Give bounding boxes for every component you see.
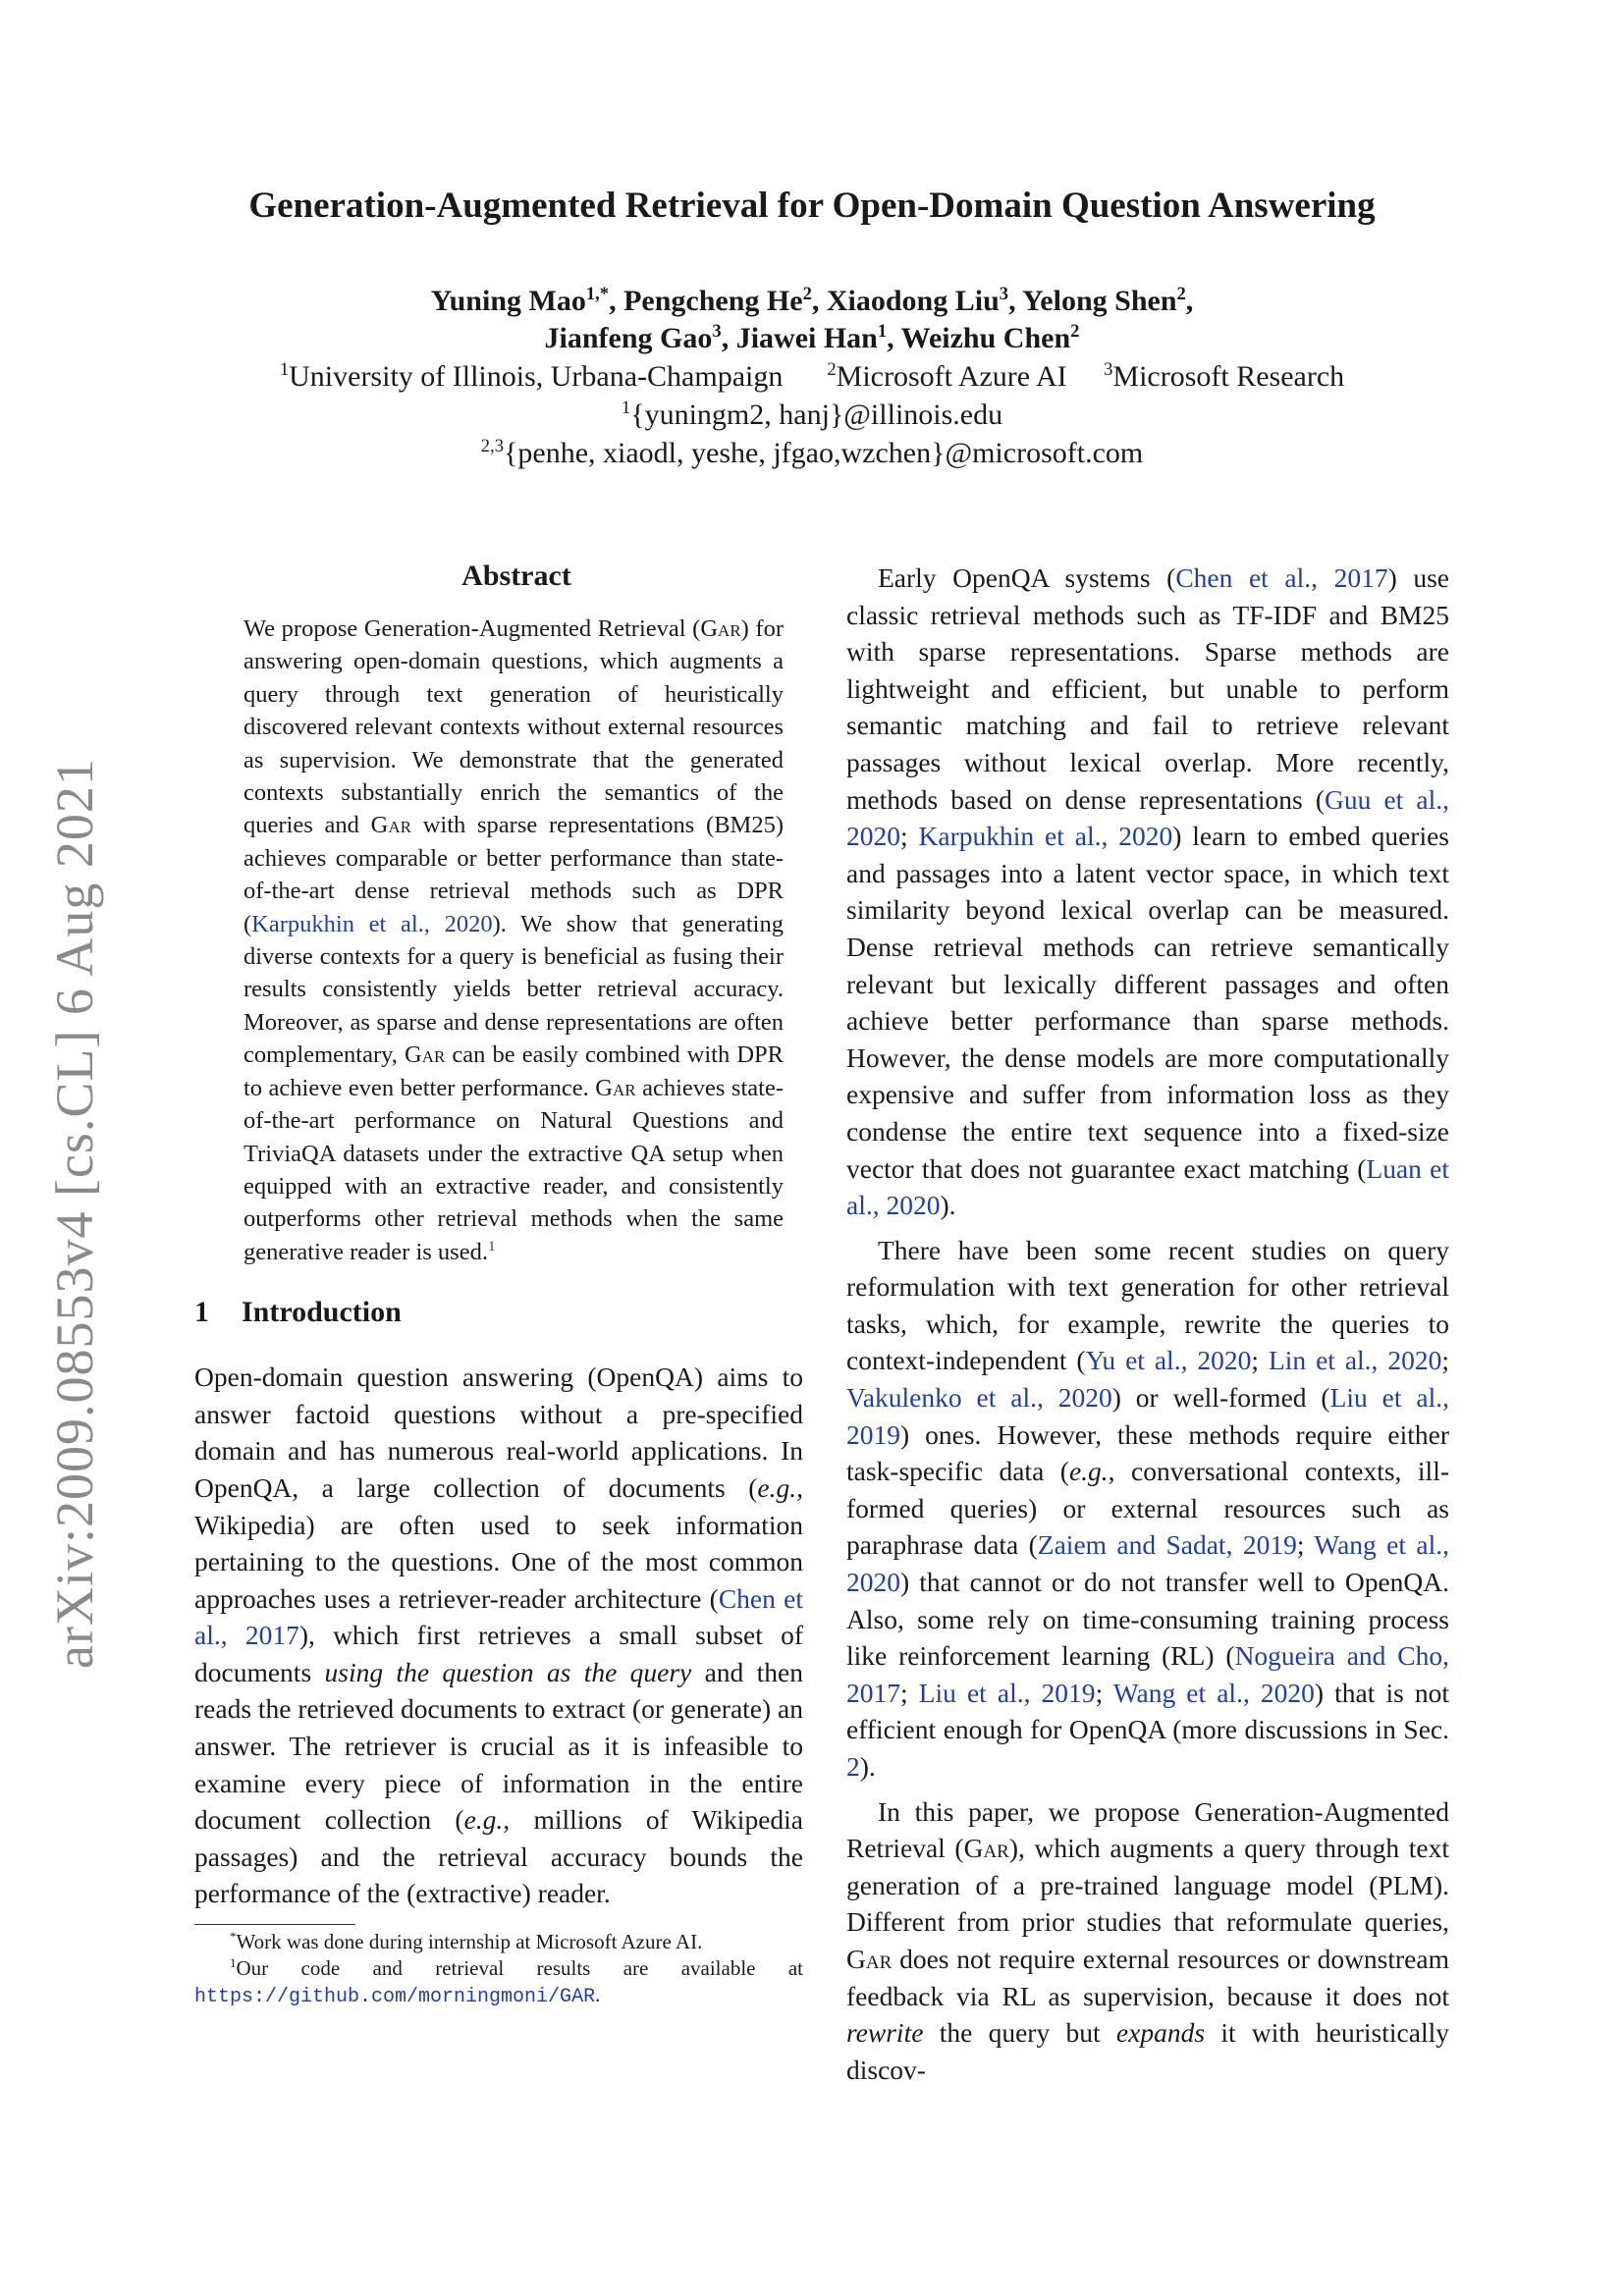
section-link[interactable]: 2 — [846, 1751, 860, 1782]
email-line: $^1${yuningm2, hanj}@illinois.edu — [621, 398, 1003, 431]
citation-link[interactable]: Guu et al., 2020 — [846, 783, 1449, 852]
left-column — [194, 560, 803, 2010]
citation-link[interactable]: Vakulenko et al., 2020 — [846, 1382, 1112, 1414]
author-mark: 1,* — [585, 284, 610, 304]
citation-link[interactable]: Wang et al., 2020 — [1112, 1677, 1315, 1708]
citation-link[interactable]: Liu et al., 2019 — [846, 1382, 1449, 1450]
author-mark: 1 — [877, 321, 888, 342]
author-name: Jiawei Han — [735, 322, 878, 354]
affiliation: Microsoft Research — [1112, 360, 1345, 393]
author-mark: 2 — [1176, 284, 1186, 304]
author-mark: 3 — [712, 321, 722, 342]
citation-link[interactable]: Wang et al., 2020 — [846, 1529, 1449, 1598]
author-name: Yuning Mao — [430, 285, 586, 317]
intro-paragraph: Early OpenQA systems (Chen et al., 2017) use classic retrieval methods such as TF-IDF and BM25 with sparse representations. Sparse methods are lightweight and efficient, but unable to perform semantic matching and fail to retrieve relevant passages without lexical overlap. More recently, methods based on dense representations (Guu et al., 2020; Karpukhin et al., 2020) learn to embed queries and passages into a latent vector space, in which text similarity beyond lexical overlap can be measured. Dense retrieval methods can retrieve semantically relevant but lexically different passages and often achieve better performance than sparse methods. However, the dense models are more computationally expensive and suffer from information loss as they condense the entire text sequence into a fixed-size vector that does not guarantee exact matching (Luan et al., 2020). — [846, 562, 1450, 1221]
affiliation: Microsoft Azure AI — [836, 360, 1067, 393]
affiliation-line: $^1$University of Illinois, Urbana-Champaign $^2$Microsoft Azure AI $^3$Microsoft Research — [279, 359, 1345, 393]
author-name: Jianfeng Gao — [544, 322, 713, 354]
section-heading: 1 Introduction — [194, 1296, 402, 1329]
author-name: Xiaodong Liu — [826, 285, 1000, 317]
author-list: Yuning Mao$^{1,*}$, Pengcheng He$^2$, Xiaodong Liu$^3$, Yelong Shen$^2$, Jianfeng Gao$^3$, Jiawei Han$^1$, Weizhu Chen$^2$ — [430, 284, 1194, 354]
author-name: Yelong Shen — [1021, 285, 1177, 317]
footnote-rule — [194, 1924, 355, 1925]
author-mark: 2 — [1070, 321, 1080, 342]
affiliations — [0, 357, 1624, 472]
right-column — [846, 560, 1449, 2088]
citation-link[interactable]: Chen et al., 2017 — [1175, 562, 1388, 593]
citation-link[interactable]: Karpukhin et al., 2020 — [918, 821, 1173, 852]
affiliation: University of Illinois, Urbana-Champaign — [289, 360, 784, 393]
intro-paragraph: Open-domain question answering (OpenQA) aims to answer factoid questions without a pre-specified domain and has numerous real-world applications. In OpenQA, a large collection of documents (e.g., Wikipedia) are often used to seek information pertaining to the questions. One of the most common approaches uses a retriever-reader architecture (Chen et al., 2017), which first retrieves a small subset of documents using the question as the query and then reads the retrieved documents to extract (or generate) an answer. The retriever is crucial as it is infeasible to examine every piece of information in the entire document collection (e.g., millions of Wikipedia passages) and the retrieval accuracy bounds the performance of the (extractive) reader. — [194, 1362, 803, 1909]
paper-title: Generation-Augmented Retrieval for Open-Domain Question Answering — [248, 186, 1376, 226]
citation-link[interactable]: Nogueira and Cho, 2017 — [846, 1640, 1449, 1708]
intro-paragraph: There have been some recent studies on query reformulation with text generation for other retrieval tasks, which, for example, rewrite the queries to context-independent (Yu et al., 2020; Lin et al., 2020; Vakulenko et al., 2020) or well-formed (Liu et al., 2019) ones. However, these methods require either task-specific data (e.g., conversational contexts, ill-formed queries) or external resources such as paraphrase data (Zaiem and Sadat, 2019; Wang et al., 2020) that cannot or do not transfer well to OpenQA. Also, some rely on time-consuming training process like reinforcement learning (RL) (Nogueira and Cho, 2017; Liu et al., 2019; Wang et al., 2020) that is not efficient enough for OpenQA (more discussions in Sec. 2). — [846, 1234, 1450, 1782]
footnote-link[interactable]: 1 — [487, 1237, 496, 1255]
citation-link[interactable]: Yu et al., 2020 — [1085, 1345, 1252, 1376]
footnote: $^1$Our code and retrieval results are available at https://github.com/morningmoni/GAR. — [194, 1955, 803, 2009]
author-name: Weizhu Chen — [900, 322, 1071, 354]
citation-link[interactable]: Luan et al., 2020 — [846, 1152, 1449, 1221]
citation-link[interactable]: Chen et al., 2017 — [194, 1582, 803, 1651]
citation-link[interactable]: Zaiem and Sadat, 2019 — [1037, 1529, 1297, 1561]
arxiv-identifier: arXiv:2009.08553v4 [cs.CL] 6 Aug 2021 — [45, 758, 104, 1669]
email-line: $^{2,3}${penhe, xiaodl, yeshe, jfgao,wzchen}@microsoft.com — [480, 436, 1144, 469]
code-url-link[interactable]: https://github.com/morningmoni/GAR — [194, 1986, 596, 2009]
intro-paragraph: In this paper, we propose Generation-Augmented Retrieval (Gar), which augments a query through text generation of a pre-trained language model (PLM). Different from prior studies that reformulate queries, Gar does not require external resources or downstream feedback via RL as supervision, because it does not rewrite the query but expands it with heuristically discov- — [846, 1795, 1449, 2085]
citation-link[interactable]: Liu et al., 2019 — [918, 1677, 1096, 1708]
abstract-text: We propose Generation-Augmented Retrieval (Gar) for answering open-domain questions, which augments a query through text generation of heuristically discovered relevant contexts without external resources as supervision. We demonstrate that the generated contexts substantially enrich the semantics of the queries and Gar with sparse representations (BM25) achieves comparable or better performance than state-of-the-art dense retrieval methods such as DPR (Karpukhin et al., 2020). We show that generating diverse contexts for a query is beneficial as fusing their results consistently yields better retrieval accuracy. Moreover, as sparse and dense representations are often complementary, Gar can be easily combined with DPR to achieve even better performance. Gar achieves state-of-the-art performance on Natural Questions and TriviaQA datasets under the extractive QA setup when equipped with an extractive reader, and consistently outperforms other retrieval methods when the same generative reader is used.$^1$ — [244, 615, 785, 1265]
author-mark: 2 — [802, 284, 812, 304]
citation-link[interactable]: Lin et al., 2020 — [1268, 1345, 1442, 1376]
author-mark: 3 — [999, 284, 1009, 304]
citation-link[interactable]: Karpukhin et al., 2020 — [251, 910, 493, 937]
email: {penhe, xiaodl, yeshe, jfgao,wzchen}@microsoft.com — [504, 437, 1144, 469]
email: {yuningm2, hanj}@illinois.edu — [630, 399, 1003, 431]
footnote: *Work was done during internship at Microsoft Azure AI. — [230, 1929, 703, 1954]
author-name: Pengcheng He — [623, 285, 803, 317]
abstract-heading: Abstract — [461, 560, 571, 592]
